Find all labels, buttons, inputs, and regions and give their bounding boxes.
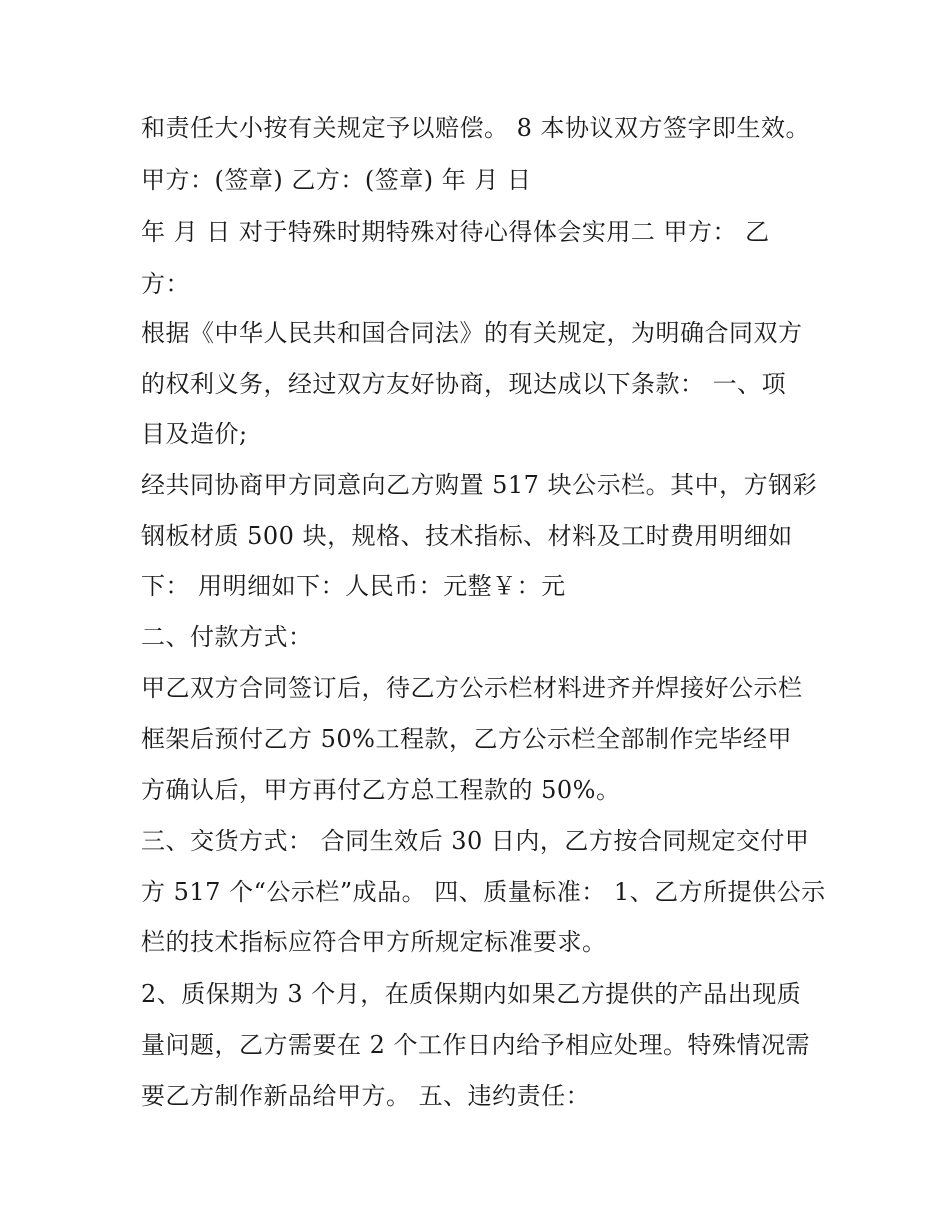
text-line: 方 517 个“公示栏”成品。 四、质量标准： 1、乙方所提供公示 — [141, 878, 826, 906]
text-line: 甲方：(签章) 乙方：(签章) 年 月 日 — [141, 166, 532, 194]
text-line: 甲乙双方合同签订后，待乙方公示栏材料进齐并焊接好公示栏 — [141, 674, 803, 702]
text-line: 方： — [141, 270, 190, 298]
text-line: 三、交货方式： 合同生效后 30 日内，乙方按合同规定交付甲 — [141, 827, 810, 855]
text-line: 量问题，乙方需要在 2 个工作日内给予相应处理。特殊情况需 — [141, 1031, 811, 1059]
text-line: 2、质保期为 3 个月，在质保期内如果乙方提供的产品出现质 — [141, 980, 802, 1008]
text-line: 方确认后，甲方再付乙方总工程款的 50%。 — [141, 776, 621, 804]
text-line: 的权利义务，经过双方友好协商，现达成以下条款： 一、项 — [141, 370, 787, 398]
text-line: 和责任大小按有关规定予以赔偿。 8 本协议双方签字即生效。 — [141, 114, 811, 142]
text-line: 二、付款方式： — [141, 623, 313, 651]
text-line: 经共同协商甲方同意向乙方购置 517 块公示栏。其中，方钢彩 — [141, 471, 818, 499]
text-line: 年 月 日 对于特殊时期特殊对待心得体会实用二 甲方： 乙 — [141, 218, 770, 246]
text-line: 框架后预付乙方 50%工程款，乙方公示栏全部制作完毕经甲 — [141, 725, 792, 753]
text-line: 根据《中华人民共和国合同法》的有关规定，为明确合同双方 — [141, 319, 803, 347]
text-line: 下： 用明细如下：人民币：元整￥：元 — [141, 572, 566, 600]
text-line: 要乙方制作新品给甲方。 五、违约责任： — [141, 1082, 591, 1110]
text-line: 目及造价; — [141, 420, 248, 448]
text-line: 钢板材质 500 块，规格、技术指标、材料及工时费用明细如 — [141, 522, 793, 550]
text-line: 栏的技术指标应符合甲方所规定标准要求。 — [141, 928, 607, 956]
